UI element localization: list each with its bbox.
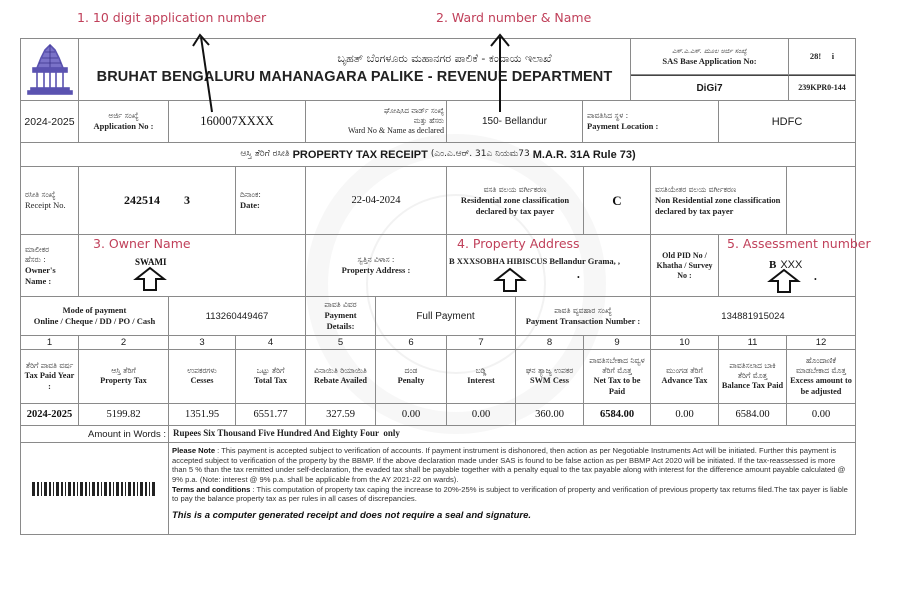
- receipt-title-row: [21, 143, 856, 167]
- tax-col-value-text: 0.00: [811, 409, 831, 420]
- tax-col-value: [787, 404, 856, 426]
- tax-col-header: [447, 350, 516, 404]
- sas-value: 28! i: [809, 51, 835, 62]
- date-label-cell: [236, 167, 306, 235]
- payment-transaction-number: 134881915024: [721, 310, 785, 322]
- digi-value-cell: [789, 75, 856, 101]
- tax-col-header: [516, 350, 584, 404]
- tax-col-header-kannada: ತೆರಿಗೆ ಪಾವತಿ ವರ್ಷ: [25, 361, 74, 371]
- barcode-bar: [97, 482, 99, 496]
- tax-col-value-text: 0.00: [401, 409, 421, 420]
- ward-value-cell: [447, 101, 583, 143]
- tax-col-value: [79, 404, 169, 426]
- tax-col-number: [376, 336, 447, 350]
- ward-label-cell: [306, 101, 447, 143]
- txn-label-english: Payment Transaction Number :: [525, 315, 641, 326]
- annotation-application-number: 1. 10 digit application number: [77, 10, 267, 25]
- pid-value: XXX: [780, 259, 803, 271]
- barcode-bar: [32, 482, 35, 496]
- header-title-cell: [79, 39, 631, 101]
- tax-col-header-kannada: ಆಸ್ತಿ ತೆರಿಗೆ: [111, 366, 136, 376]
- tax-col-header: [236, 350, 306, 404]
- tax-col-number: [21, 336, 79, 350]
- barcode-bar: [125, 482, 126, 496]
- ward-label-kannada-1: ಘೋಷಿಸಿದ ವಾರ್ಡ್ ಸಂಖ್ಯೆ: [384, 107, 444, 116]
- barcode-bar: [149, 482, 150, 496]
- owner-label-kannada-2: ಹೆಸರು :: [25, 254, 46, 264]
- mode-label-2: Online / Cheque / DD / PO / Cash: [33, 316, 156, 326]
- txn-value-cell: [651, 297, 856, 336]
- tax-col-header-english: Interest: [467, 376, 495, 386]
- payment-instrument-number: 113260449467: [205, 310, 269, 322]
- mode-label-cell: [21, 297, 169, 336]
- txn-label-kannada: ಪಾವತಿ ವ್ಯವಹಾರ ಸಂಖ್ಯೆ: [554, 305, 612, 315]
- tax-col-header-english: Advance Tax: [661, 376, 708, 386]
- barcode-bar: [133, 482, 135, 496]
- owner-label-english: Owner's Name :: [25, 265, 56, 286]
- barcode-bar: [121, 482, 123, 496]
- tax-col-header-english: Excess amount to be adjusted: [790, 376, 852, 396]
- tax-col-header-english: Rebate Availed: [313, 376, 368, 386]
- tax-col-value-text: 327.59: [326, 409, 355, 420]
- terms-label: Terms and conditions: [172, 484, 251, 494]
- property-address: B XXXSOBHA HIBISCUS Bellandur Grama, ,: [449, 256, 621, 266]
- tax-col-header-kannada: ಉಪಕರಗಳು: [187, 366, 217, 376]
- tax-col-header: [79, 350, 169, 404]
- tax-col-header-kannada: ಮುಂಗಡ ತೆರಿಗೆ: [666, 366, 703, 376]
- barcode-bar: [65, 482, 66, 496]
- barcode-bar: [73, 482, 75, 496]
- barcode-bar: [109, 482, 111, 496]
- receipt-label-cell: [21, 167, 79, 235]
- tax-col-header: [787, 350, 856, 404]
- app-label-english: Application No :: [93, 121, 154, 132]
- tax-col-number: [584, 336, 651, 350]
- tax-col-header: [584, 350, 651, 404]
- year-cell: [21, 101, 79, 143]
- tax-col-number: [516, 336, 584, 350]
- please-note: [172, 446, 852, 485]
- tax-col-header-english: Net Tax to be Paid: [593, 376, 641, 396]
- barcode-icon: [32, 482, 158, 496]
- tax-col-number-text: 4: [267, 337, 274, 348]
- tax-col-value-text: 6551.77: [253, 409, 288, 420]
- owner-value-cell: [79, 235, 306, 297]
- tax-col-number: [651, 336, 719, 350]
- barcode-bar: [85, 482, 87, 496]
- barcode-bar: [37, 482, 39, 496]
- tax-col-value: [306, 404, 376, 426]
- amount-words-value-cell: [169, 426, 856, 443]
- tax-col-number-text: 12: [815, 337, 827, 348]
- tax-col-number-text: 6: [408, 337, 414, 348]
- addr-label-english: Property Address :: [341, 265, 411, 276]
- property-tax-receipt: [20, 38, 871, 535]
- res-zone-label-cell: [447, 167, 584, 235]
- tax-col-value: [516, 404, 584, 426]
- loc-label-cell: [583, 101, 719, 143]
- tax-col-value-text: 1351.95: [184, 409, 220, 420]
- owner-label-kannada-1: ಮಾಲೀಕರ: [25, 244, 50, 254]
- tax-col-header-english: Penalty: [397, 376, 425, 386]
- address-arrow-icon: [495, 268, 525, 292]
- tax-col-value: [651, 404, 719, 426]
- notes-cell: [169, 443, 856, 535]
- nonres-zone-label-cell: [651, 167, 787, 235]
- digi-label: DiGi7: [696, 82, 723, 94]
- barcode-bar: [44, 482, 47, 496]
- tax-col-header-kannada: ಪಾವತಿಸಬೇಕಾದ ನಿವ್ವಳ ತೆರಿಗೆ ಮೊತ್ತ: [589, 356, 645, 376]
- tax-col-header-kannada: ವಿನಾಯಿತಿ ರಿಯಾಯಿತಿ: [314, 366, 367, 376]
- barcode-cell: [21, 443, 169, 535]
- date-label-kannada: ದಿನಾಂಕ:: [240, 190, 261, 200]
- tax-col-number-text: 11: [747, 337, 758, 348]
- tax-col-number: [306, 336, 376, 350]
- owner-name: SWAMI: [135, 257, 167, 267]
- ward-label-kannada-2: ಮತ್ತು ಹೆಸರು: [413, 116, 444, 125]
- res-zone-label-kannada: ವಸತಿ ವಲಯ ವರ್ಗೀಕರಣ: [483, 184, 547, 194]
- annotation-ward: 2. Ward number & Name: [436, 10, 592, 25]
- annotation-assessment: 5. Assessment number: [727, 236, 871, 251]
- barcode-bar: [128, 482, 131, 496]
- tax-col-number: [787, 336, 856, 350]
- tax-col-number-text: 7: [478, 337, 484, 348]
- logo-cell: [21, 39, 79, 101]
- tax-col-header-kannada: ಹೊಂದಾಣಿಕೆ ಮಾಡಬೇಕಾದ ಮೊತ್ತ: [796, 356, 846, 376]
- tax-col-value-text: 6584.00: [599, 409, 635, 420]
- barcode-bar: [137, 482, 138, 496]
- receipt-title-kannada: ಆಸ್ತಿ ತೆರಿಗೆ ರಸೀತಿ: [240, 149, 290, 160]
- assessment-year: 2024-2025: [24, 115, 75, 128]
- title-english: BRUHAT BENGALURU MAHANAGARA PALIKE - REVENUE DEPARTMENT: [96, 69, 613, 86]
- computer-generated-footer: This is a computer generated receipt and does not require a seal and signature.: [172, 509, 531, 521]
- tax-col-number-text: 1: [46, 337, 53, 348]
- mode-label-1: Mode of payment: [62, 305, 127, 316]
- tax-col-header: [169, 350, 236, 404]
- tax-col-number-text: 3: [199, 337, 205, 348]
- receipt-value-cell: [79, 167, 236, 235]
- nonres-zone-label-english: Non Residential zone classification declared by tax payer: [655, 194, 781, 216]
- assessment-dot: •: [814, 275, 817, 284]
- tax-col-value: [447, 404, 516, 426]
- tax-col-header-english: Tax Paid Year :: [24, 371, 75, 391]
- tax-col-value: [584, 404, 651, 426]
- tax-col-header-kannada: ಒಟ್ಟು ತೆರಿಗೆ: [256, 366, 285, 376]
- tax-col-value-text: 2024-2025: [26, 409, 73, 420]
- please-note-label: Please Note: [172, 446, 216, 455]
- app-label-cell: [79, 101, 169, 143]
- tax-col-header: [719, 350, 787, 404]
- addr-label-cell: [306, 235, 447, 297]
- res-zone-value: C: [612, 192, 622, 208]
- barcode-bar: [41, 482, 42, 496]
- tax-col-value: [719, 404, 787, 426]
- nonres-zone-value-cell: [787, 167, 856, 235]
- tax-col-header-kannada: ಘನ ತ್ಯಾಜ್ಯ ಉಪಕರ: [525, 366, 574, 376]
- pid-value-prefix: B: [769, 259, 777, 271]
- tax-col-number: [719, 336, 787, 350]
- nonres-zone-label-kannada: ವಸತಿಯೇತರ ವಲಯ ವರ್ಗೀಕರಣ: [655, 184, 737, 194]
- title-kannada: ಬೃಹತ್ ಬೆಂಗಳೂರು ಮಹಾನಗರ ಪಾಲಿಕೆ - ಕಂದಾಯ ಇಲಾಖೆ: [337, 51, 552, 65]
- amount-words-label: Amount in Words :: [88, 428, 166, 440]
- loc-label-english: Payment Location :: [587, 121, 659, 132]
- tax-col-number: [79, 336, 169, 350]
- tax-col-value-text: 0.00: [471, 409, 491, 420]
- address-dot: •: [577, 273, 580, 282]
- tax-col-header-english: SWM Cess: [530, 376, 569, 386]
- tax-col-number: [169, 336, 236, 350]
- mode-value-cell: [169, 297, 306, 336]
- owner-label-cell: [21, 235, 79, 297]
- receipt-title-english: PROPERTY TAX RECEIPT: [292, 148, 428, 161]
- barcode-bar: [92, 482, 95, 496]
- owner-arrow-icon: [135, 267, 165, 291]
- tax-col-value: [376, 404, 447, 426]
- tax-col-number-text: 2: [120, 337, 127, 348]
- tax-col-header-english: Cesses: [190, 376, 214, 386]
- tax-col-number-text: 9: [614, 337, 620, 348]
- assessment-arrow-icon: [769, 269, 799, 293]
- barcode-bar: [56, 482, 59, 496]
- barcode-bar: [152, 482, 155, 496]
- please-note-text: : This payment is accepted subject to verification of accounts. If payment instrument is dishonored, then action as per Negotiable Instruments Act will be initiated. Further this payment is accepted subject to verification of the property by the BBMP. If the above declaration made under SAS is found to be false action as per BBMP Act 2020 will be initiated. If the tax-reassessed is more than 5 % than the tax remitted under self-declaration, the evaded tax shall be payable together with a penalty equal to the tax payable along with interest for the difference amount payable calculated @ 9% p.a. (Note: interest @ 9% p.a. shall be applicable from the AY 2021-22 on wards).: [172, 446, 846, 484]
- app-value-cell: [169, 101, 306, 143]
- tax-col-header-english: Property Tax: [100, 376, 147, 386]
- tax-col-header-english: Total Tax: [253, 376, 288, 386]
- terms-text: : This computation of property tax caping the increase to 20%-25% is subject to verification of property and verification of previous property tax returns filed.The tax payer is liable to pay the balance property tax as per rules in all cases of discrepancies.: [172, 484, 848, 504]
- tax-col-number: [236, 336, 306, 350]
- sas-label-cell: [631, 39, 789, 75]
- barcode-bar: [89, 482, 90, 496]
- barcode-bar: [53, 482, 54, 496]
- payment-details-value: Full Payment: [416, 310, 475, 322]
- ward-value: 150- Bellandur: [481, 116, 548, 127]
- barcode-bar: [113, 482, 114, 496]
- tax-col-header-kannada: ದಂಡ: [404, 366, 418, 376]
- barcode-bar: [68, 482, 71, 496]
- receipt-date: 22-04-2024: [351, 195, 401, 206]
- barcode-bar: [80, 482, 83, 496]
- pid-label: Old PID No / Khatha / Survey No :: [656, 250, 713, 280]
- tax-col-header: [651, 350, 719, 404]
- annotation-address: 4. Property Address: [457, 236, 580, 251]
- barcode-bar: [77, 482, 78, 496]
- digi-value: 239KPR0-144: [798, 83, 846, 92]
- date-label-english: Date:: [240, 200, 260, 211]
- details-label-english: Payment Details:: [324, 310, 357, 332]
- receipt-number: 242514 3: [124, 193, 190, 207]
- tax-col-value: [169, 404, 236, 426]
- tax-col-value: [21, 404, 79, 426]
- tax-col-number: [447, 336, 516, 350]
- tax-col-value-text: 0.00: [675, 409, 694, 420]
- loc-value-cell: [719, 101, 856, 143]
- res-zone-value-cell: [584, 167, 651, 235]
- tax-col-header-english: Balance Tax Paid: [721, 381, 784, 391]
- ward-label-english: Ward No & Name as declared: [348, 125, 444, 135]
- addr-label-kannada: ಸ್ವತ್ತಿನ ವಿಳಾಸ :: [357, 255, 395, 265]
- app-label-kannada: ಅರ್ಜಿ ಸಂಖ್ಯೆ: [108, 111, 139, 121]
- pid-label-cell: [651, 235, 719, 297]
- tax-col-header-kannada: ಬಡ್ಡಿ: [475, 366, 487, 376]
- date-value-cell: [306, 167, 447, 235]
- barcode-bar: [49, 482, 51, 496]
- sas-label-english: SAS Base Application No:: [662, 55, 757, 66]
- digi-label-cell: [631, 75, 789, 101]
- tax-col-value-text: 5199.82: [106, 409, 141, 420]
- tax-col-header: [21, 350, 79, 404]
- txn-label-cell: [516, 297, 651, 336]
- barcode-bar: [61, 482, 63, 496]
- payment-location: HDFC: [771, 115, 803, 128]
- tax-col-value-text: 6584.00: [735, 409, 770, 420]
- tax-col-header: [376, 350, 447, 404]
- tax-col-value-text: 360.00: [535, 409, 564, 420]
- barcode-bar: [145, 482, 147, 496]
- details-value-cell: [376, 297, 516, 336]
- tax-col-value: [236, 404, 306, 426]
- loc-label-kannada: ಪಾವತಿಸಿದ ಸ್ಥಳ :: [587, 111, 629, 121]
- pid-value-cell: [719, 235, 871, 297]
- annotation-owner: 3. Owner Name: [93, 236, 191, 251]
- amount-words-value: Rupees Six Thousand Five Hundred And Eighty Four only: [173, 428, 400, 439]
- barcode-bar: [116, 482, 119, 496]
- res-zone-label-english: Residential zone classification declared by tax payer: [460, 194, 570, 216]
- sas-value-cell: [789, 39, 856, 75]
- details-label-cell: [306, 297, 376, 336]
- tax-col-header-kannada: ಪಾವತಿಸಲಾದ ಬಾಕಿ ತೆರಿಗೆ ಮೊತ್ತ: [729, 361, 776, 381]
- bbmp-emblem-icon: [25, 42, 75, 98]
- barcode-bar: [101, 482, 102, 496]
- addr-value-cell: [447, 235, 651, 297]
- tax-col-number-text: 5: [337, 337, 344, 348]
- tax-col-header: [306, 350, 376, 404]
- barcode-bar: [104, 482, 107, 496]
- sas-label-kannada: ಎಸ್.ಎ.ಎಸ್. ಮೂಲ ಅರ್ಜಿ ಸಂಖ್ಯೆ: [672, 46, 747, 55]
- terms: [172, 485, 852, 504]
- receipt-rule-kannada: (ಎಂ.ಎ.ಆರ್. 31ಎ ನಿಯಮ73: [430, 149, 530, 160]
- details-label-kannada: ಪಾವತಿ ವಿವರ: [324, 300, 357, 310]
- receipt-label-kannada: ರಸೀತಿ ಸಂಖ್ಯೆ: [25, 190, 56, 200]
- amount-words-label-cell: [21, 426, 169, 443]
- receipt-rule-english: M.A.R. 31A Rule 73): [532, 148, 636, 161]
- application-number: 160007XXXX: [200, 114, 274, 128]
- barcode-bar: [140, 482, 143, 496]
- receipt-label-english: Receipt No.: [25, 200, 66, 211]
- tax-col-number-text: 10: [679, 337, 690, 348]
- tax-col-number-text: 8: [546, 337, 553, 348]
